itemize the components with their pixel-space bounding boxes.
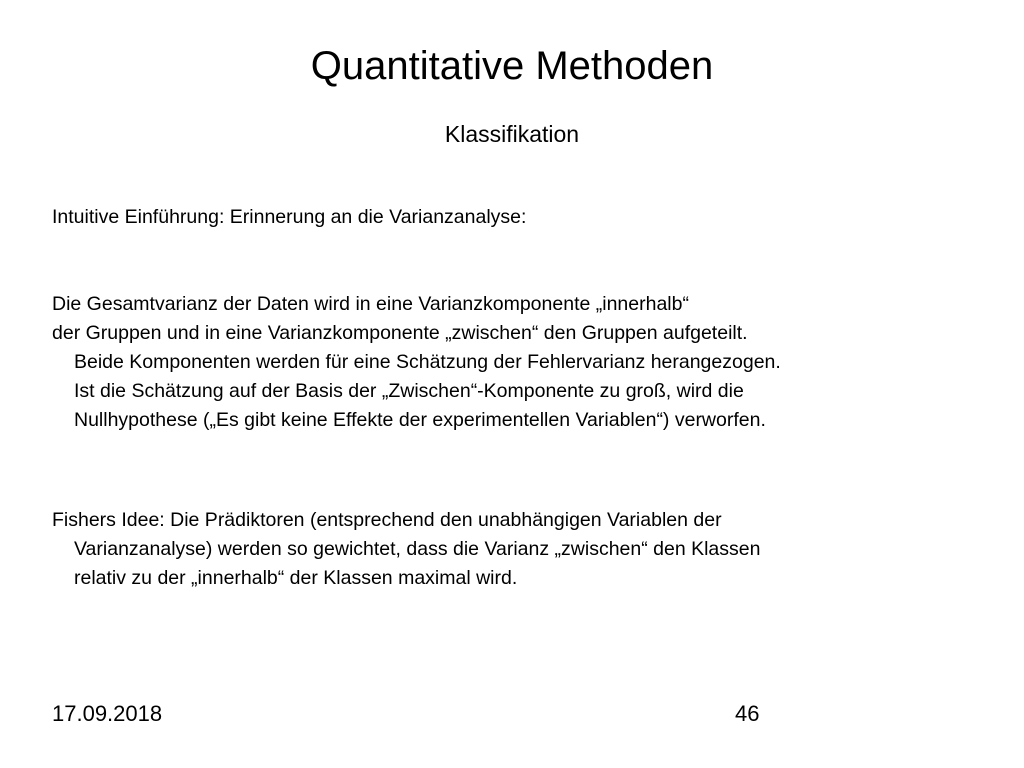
- paragraph-line: Die Gesamtvarianz der Daten wird in eine Varianzkomponente „innerhalb“: [52, 293, 689, 315]
- footer-date: 17.09.2018: [52, 701, 163, 726]
- paragraph-fishers-idea: [52, 506, 760, 593]
- intro-line: Intuitive Einführung: Erinnerung an die Varianzanalyse:: [52, 206, 527, 228]
- slide-title: Quantitative Methoden: [310, 44, 714, 88]
- paragraph-line: Fishers Idee: Die Prädiktoren (entsprechend den unabhängigen Variablen der: [52, 509, 722, 531]
- footer-page-number: 46: [735, 701, 760, 726]
- paragraph-variance-analysis: [52, 290, 781, 435]
- paragraph-line: Nullhypothese („Es gibt keine Effekte der experimentellen Variablen“) verworfen.: [74, 409, 766, 431]
- paragraph-line: Varianzanalyse) werden so gewichtet, dass die Varianz „zwischen“ den Klassen: [74, 538, 761, 560]
- paragraph-line: relativ zu der „innerhalb“ der Klassen maximal wird.: [74, 567, 518, 589]
- paragraph-line: Ist die Schätzung auf der Basis der „Zwischen“-Komponente zu groß, wird die: [74, 380, 744, 402]
- slide-subtitle: Klassifikation: [444, 121, 580, 147]
- paragraph-line: Beide Komponenten werden für eine Schätzung der Fehlervarianz herangezogen.: [74, 351, 781, 373]
- paragraph-line: der Gruppen und in eine Varianzkomponente „zwischen“ den Gruppen aufgeteilt.: [52, 322, 748, 344]
